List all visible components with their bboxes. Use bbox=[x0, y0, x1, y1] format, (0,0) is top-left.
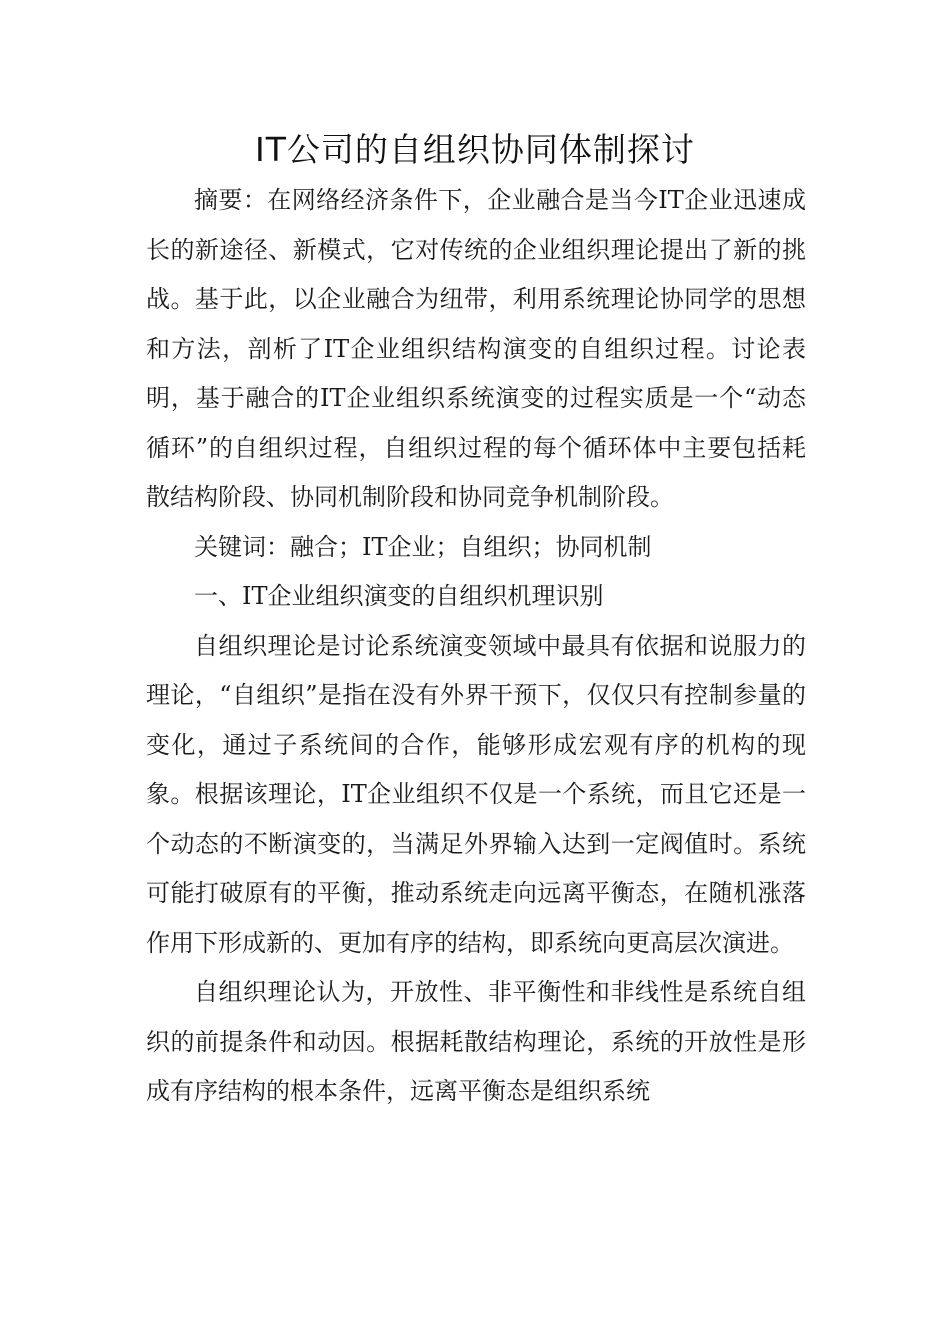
section-heading: 一、IT企业组织演变的自组织机理识别 bbox=[194, 582, 604, 610]
body-paragraph: 自组织理论认为，开放性、非平衡性和非线性是系统自组织的前提条件和动因。根据耗散结构理论，系统的开放性是形成有序结构的根本条件，远离平衡态是组织系统 bbox=[146, 978, 806, 1105]
abstract-paragraph: 摘要：在网络经济条件下，企业融合是当今IT企业迅速成长的新途径、新模式，它对传统的企业组织理论提出了新的挑战。基于此，以企业融合为纽带，利用系统理论协同学的思想和方法，剖析了IT企业组织结构演变的自组织过程。讨论表明，基于融合的IT企业组织系统演变的过程实质是一个“动态循环”的自组织过程，自组织过程的每个循环体中主要包括耗散结构阶段、协同机制阶段和协同竞争机制阶段。 bbox=[146, 186, 806, 511]
document-title: IT公司的自组织协同体制探讨 bbox=[255, 130, 695, 169]
body-paragraph: 自组织理论是讨论系统演变领域中最具有依据和说服力的理论，“自组织”是指在没有外界干预下，仅仅只有控制参量的变化，通过子系统间的合作，能够形成宏观有序的机构的现象。根据该理论，IT企业组织不仅是一个系统，而且它还是一个动态的不断演变的，当满足外界输入达到一定阀值时。系统可能打破原有的平衡，推动系统走向远离平衡态，在随机涨落作用下形成新的、更加有序的结构，即系统向更高层次演进。 bbox=[146, 631, 806, 957]
document-body bbox=[146, 176, 806, 1117]
keywords-paragraph: 关键词：融合；IT企业；自组织；协同机制 bbox=[194, 532, 652, 561]
